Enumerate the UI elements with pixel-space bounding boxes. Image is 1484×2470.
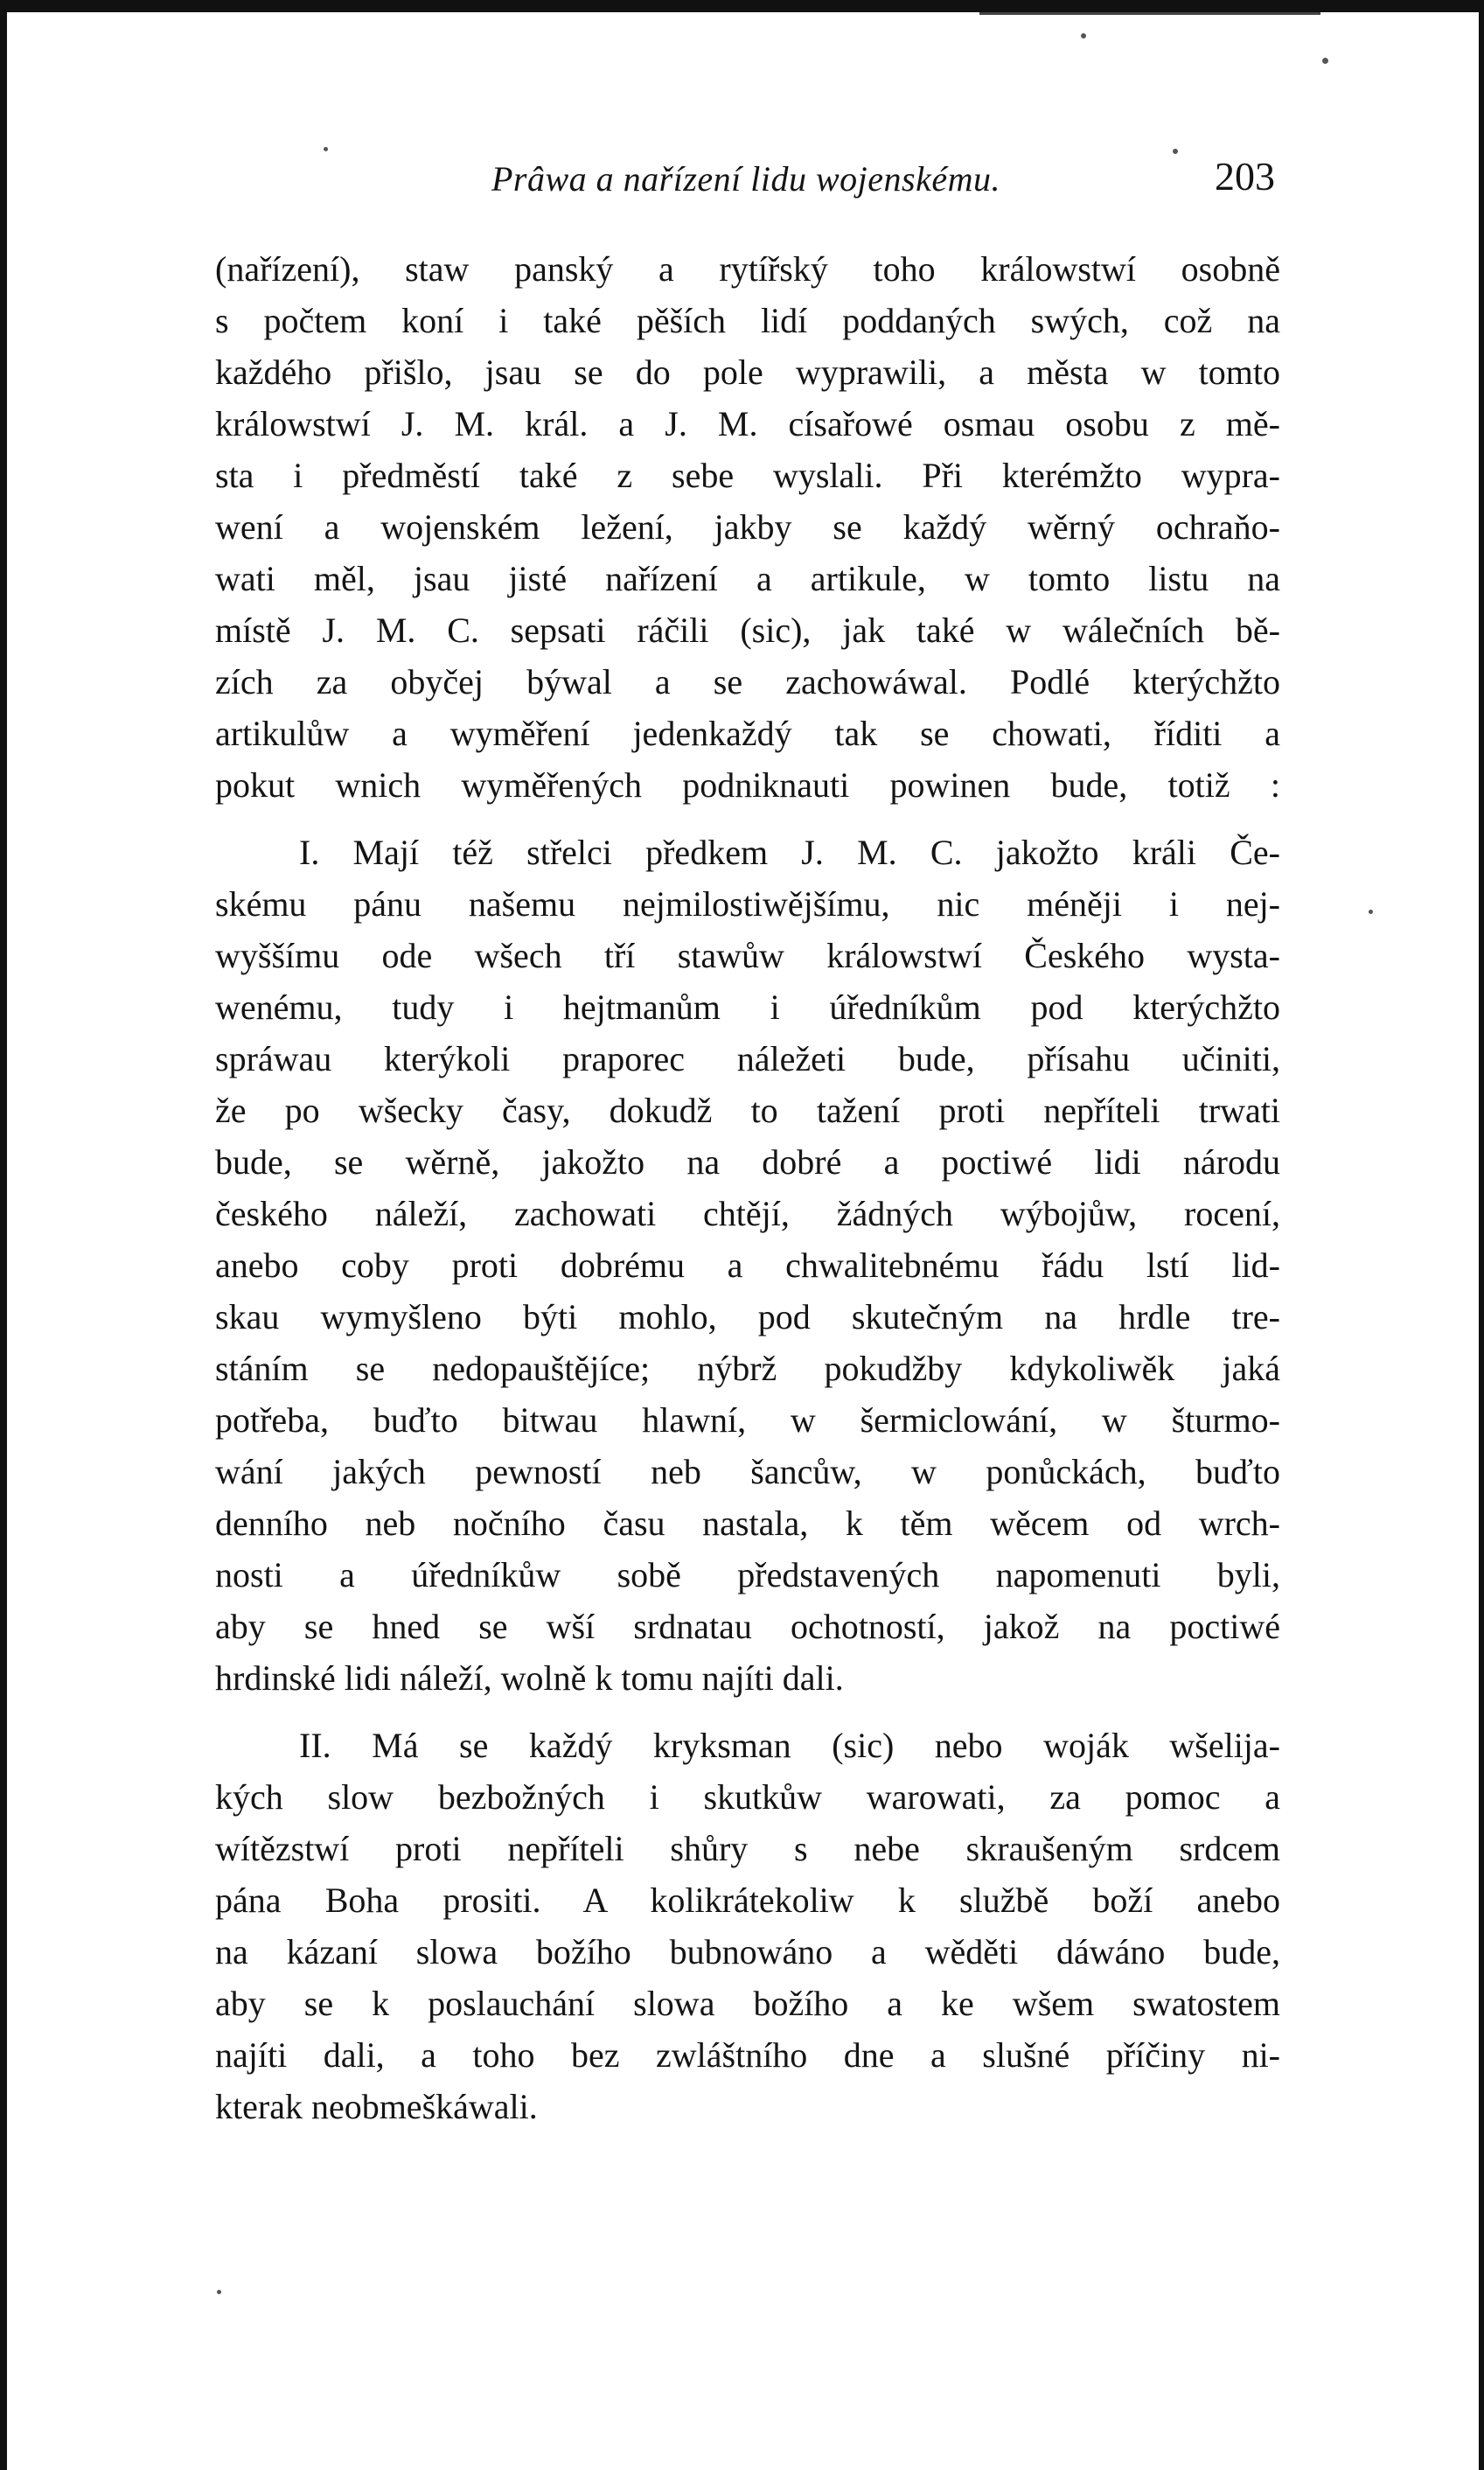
- paragraph-intro: [215, 243, 1280, 811]
- scan-border-right: [1479, 0, 1484, 2470]
- text-line: místě J. M. C. sepsati ráčili (sic), jak také w wálečních bě-: [215, 611, 1280, 650]
- text-line: aby se hned se wší srdnatau ochotností, jakož na poctiwé: [215, 1607, 1280, 1646]
- text-line: hrdinské lidi náleží, wolně k tomu najíti dali.: [215, 1658, 844, 1698]
- text-line: aby se k poslauchání slowa božího a ke wšem swatostem: [215, 1984, 1280, 2023]
- text-line: každého přišlo, jsau se do pole wyprawili, a města w tomto: [215, 352, 1280, 392]
- text-line: pána Boha prositi. A kolikrátekoliw k službě boží anebo: [215, 1880, 1280, 1920]
- page-header: [217, 153, 1275, 214]
- text-line: bude, se wěrně, jakožto na dobré a poctiwé lidi národu: [215, 1142, 1280, 1182]
- text-line: sta i předměstí také z sebe wyslali. Při kterémžto wypra-: [215, 456, 1280, 495]
- text-line: spráwau kterýkoli praporec náležeti bude, přísahu učiniti,: [215, 1039, 1280, 1078]
- text-line: najíti dali, a toho bez zwláštního dne a slušné příčiny ni-: [215, 2035, 1280, 2075]
- text-line: (nařízení), staw panský a rytířský toho králowstwí osobně: [215, 249, 1280, 289]
- scan-border-left: [0, 0, 7, 2470]
- scan-speck: [324, 147, 328, 151]
- text-line: wyššímu ode wšech tří stawůw králowstwí Českého wysta-: [215, 936, 1280, 975]
- text-line: českého náleží, zachowati chtějí, žádných wýbojůw, rocení,: [215, 1194, 1280, 1233]
- text-line: II. Má se každý kryksman (sic) nebo woják wšelija-: [299, 1726, 1280, 1765]
- text-line: potřeba, buďto bitwau hlawní, w šermiclowání, w šturmo-: [215, 1400, 1280, 1440]
- text-line: zích za obyčej býwal a se zachowáwal. Podlé kterýchžto: [215, 662, 1280, 701]
- scan-top-rule: [979, 12, 1320, 15]
- scan-border-top: [0, 0, 1484, 12]
- text-line: skému pánu našemu nejmilostiwějšímu, nic méněji i nej-: [215, 884, 1280, 924]
- text-line: na kázaní slowa božího bubnowáno a wěděti dáwáno bude,: [215, 1932, 1280, 1971]
- paragraph-gap: [215, 811, 1280, 827]
- text-line: wení a wojenském ležení, jakby se každý wěrný ochraňo-: [215, 507, 1280, 547]
- scan-speck: [1081, 33, 1086, 38]
- text-line: pokut wnich wyměřených podniknauti powinen bude, totiž :: [215, 765, 1280, 805]
- scan-speck: [1369, 910, 1373, 914]
- text-line: wání jakých pewností neb šancůw, w ponůckách, buďto: [215, 1452, 1280, 1491]
- text-line: s počtem koní i také pěších lidí poddaných swých, což na: [215, 301, 1280, 340]
- page-number: 203: [1215, 154, 1275, 199]
- text-line: skau wymyšleno býti mohlo, pod skutečným na hrdle tre-: [215, 1297, 1280, 1336]
- text-line: wati měl, jsau jisté nařízení a artikule, w tomto listu na: [215, 559, 1280, 598]
- text-line: kých slow bezbožných i skutkůw warowati, za pomoc a: [215, 1777, 1280, 1817]
- text-line: kterak neobmeškáwali.: [215, 2087, 538, 2126]
- text-line: stáním se nedopauštějíce; nýbrž pokudžby kdykoliwěk jaká: [215, 1349, 1280, 1388]
- text-line: I. Mají též střelci předkem J. M. C. jakožto králi Če-: [299, 833, 1280, 872]
- text-line: wenému, tudy i hejtmanům i úředníkům pod kterýchžto: [215, 987, 1280, 1027]
- scan-speck: [217, 2290, 221, 2294]
- scan-speck: [1322, 58, 1328, 64]
- paragraph-article-2: [215, 1720, 1280, 2132]
- text-line: wítězstwí proti nepříteli shůry s nebe skraušeným srdcem: [215, 1829, 1280, 1868]
- text-line: králowstwí J. M. král. a J. M. císařowé osmau osobu z mě-: [215, 404, 1280, 443]
- text-line: nosti a úředníkůw sobě představených napomenuti byli,: [215, 1555, 1280, 1594]
- text-line: artikulůw a wyměření jedenkaždý tak se chowati, říditi a: [215, 714, 1280, 753]
- text-line: denního neb nočního času nastala, k těm wěcem od wrch-: [215, 1504, 1280, 1543]
- paragraph-gap: [215, 1704, 1280, 1720]
- text-line: anebo coby proti dobrému a chwalitebnému řádu lstí lid-: [215, 1245, 1280, 1285]
- body-text: [215, 243, 1280, 2132]
- text-line: že po wšecky časy, dokudž to tažení proti nepříteli trwati: [215, 1091, 1280, 1130]
- paragraph-article-1: [215, 827, 1280, 1704]
- running-title: Prâwa a nařízení lidu wojenskému.: [491, 159, 1001, 199]
